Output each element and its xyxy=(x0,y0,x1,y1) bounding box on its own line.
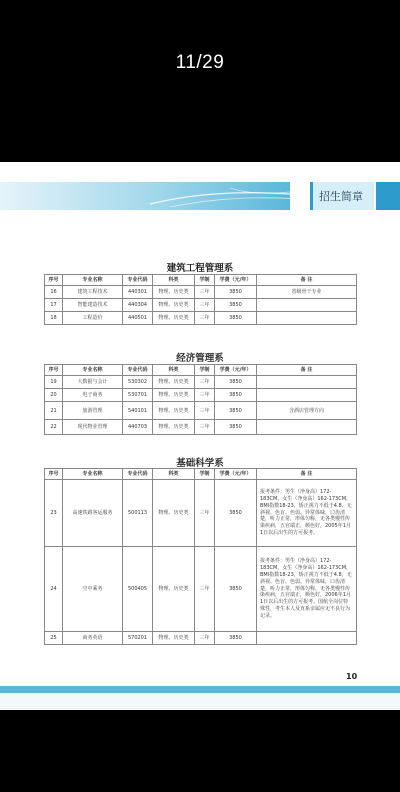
footer-bar xyxy=(0,686,400,693)
section-title: 经济管理系 xyxy=(176,353,224,364)
cell-no: 24 xyxy=(45,547,63,632)
header-banner xyxy=(0,182,400,210)
cell-name: 商务英语 xyxy=(63,632,123,645)
cell-years: 三年 xyxy=(195,312,215,325)
cell-years: 三年 xyxy=(195,299,215,312)
header-cell: 专业代码 xyxy=(123,275,153,286)
cell-name: 高速铁路客运服务 xyxy=(63,480,123,547)
cell-years: 三年 xyxy=(195,632,215,645)
cell-subject: 物理、历史类 xyxy=(153,376,195,389)
header-cell: 专业名称 xyxy=(63,275,123,286)
cell-code: 570201 xyxy=(123,632,153,645)
cell-fee: 3850 xyxy=(215,547,257,632)
cell-years: 三年 xyxy=(195,480,215,547)
banner-tab xyxy=(376,182,400,210)
cell-years: 三年 xyxy=(195,420,215,435)
cell-name: 旅游管理 xyxy=(63,402,123,420)
cell-fee: 3850 xyxy=(215,420,257,435)
cell-note: 报考条件：男生（净身高）172-183CM，女生（净身高）162-173CM，BMI指数18-23，矫正视力不低于4.8，无斜视、色盲、色弱、异常体味，口齿清楚，听力正常，形体匀称，无各类慢性传染疾病，五官端正，颜色好，2005年1月1日以后出生的方可报考。 xyxy=(257,480,357,547)
section-title: 基础科学系 xyxy=(176,458,224,469)
header-cell: 专业代码 xyxy=(123,365,153,376)
cell-no: 19 xyxy=(45,376,63,389)
header-cell: 学费（元/年） xyxy=(215,469,257,480)
header-cell: 学制 xyxy=(195,469,215,480)
cell-code: 530701 xyxy=(123,389,153,402)
header-cell: 科类 xyxy=(153,469,195,480)
table-header-row xyxy=(45,469,357,480)
page-counter: 11/29 xyxy=(175,52,225,73)
cell-code: 440501 xyxy=(123,312,153,325)
cell-name: 智能建造技术 xyxy=(63,299,123,312)
cell-no: 21 xyxy=(45,402,63,420)
cell-subject: 物理、历史类 xyxy=(153,480,195,547)
cell-fee: 3850 xyxy=(215,389,257,402)
banner-wave-decoration xyxy=(0,182,315,210)
cell-years: 三年 xyxy=(195,389,215,402)
cell-subject: 物理、历史类 xyxy=(153,420,195,435)
cell-note xyxy=(257,389,357,402)
cell-no: 25 xyxy=(45,632,63,645)
cell-fee: 3850 xyxy=(215,312,257,325)
cell-no: 23 xyxy=(45,480,63,547)
cell-no: 20 xyxy=(45,389,63,402)
cell-subject: 物理、历史类 xyxy=(153,299,195,312)
cell-name: 建筑工程技术 xyxy=(63,286,123,299)
table-header-row xyxy=(45,365,357,376)
header-cell: 备 注 xyxy=(257,275,357,286)
table-row xyxy=(45,389,357,402)
cell-years: 三年 xyxy=(195,547,215,632)
cell-subject: 物理、历史类 xyxy=(153,389,195,402)
table-row xyxy=(45,402,357,420)
cell-no: 22 xyxy=(45,420,63,435)
header-cell: 专业名称 xyxy=(63,469,123,480)
table-row xyxy=(45,420,357,435)
table-row xyxy=(45,299,357,312)
cell-years: 三年 xyxy=(195,286,215,299)
cell-fee: 3850 xyxy=(215,286,257,299)
cell-no: 17 xyxy=(45,299,63,312)
cell-note xyxy=(257,420,357,435)
cell-subject: 物理、历史类 xyxy=(153,312,195,325)
cell-fee: 3850 xyxy=(215,299,257,312)
header-cell: 科类 xyxy=(153,275,195,286)
table-row xyxy=(45,632,357,645)
banner-title: 招生简章 xyxy=(319,190,363,203)
page-number: 10 xyxy=(346,672,358,681)
cell-subject: 物理、历史类 xyxy=(153,402,195,420)
cell-name: 大数据与会计 xyxy=(63,376,123,389)
cell-fee: 3850 xyxy=(215,376,257,389)
cell-fee: 3850 xyxy=(215,632,257,645)
cell-name: 电子商务 xyxy=(63,389,123,402)
cell-fee: 3850 xyxy=(215,480,257,547)
header-cell: 序号 xyxy=(45,469,63,480)
cell-subject: 物理、历史类 xyxy=(153,632,195,645)
cell-code: 500113 xyxy=(123,480,153,547)
cell-code: 530302 xyxy=(123,376,153,389)
cell-no: 18 xyxy=(45,312,63,325)
table-row xyxy=(45,480,357,547)
cell-note xyxy=(257,376,357,389)
cell-subject: 物理、历史类 xyxy=(153,547,195,632)
cell-name: 现代物业管理 xyxy=(63,420,123,435)
major-table xyxy=(44,274,357,325)
cell-code: 440301 xyxy=(123,286,153,299)
table-row xyxy=(45,547,357,632)
cell-fee: 3850 xyxy=(215,402,257,420)
cell-no: 16 xyxy=(45,286,63,299)
document-page xyxy=(0,162,400,710)
header-cell: 专业代码 xyxy=(123,469,153,480)
cell-code: 440304 xyxy=(123,299,153,312)
banner-title-box xyxy=(310,182,374,210)
cell-note: 报考条件：男生（净身高）172-183CM，女生（净身高）162-173CM，BMI指数18-23，矫正视力不低于4.8，无斜视、色盲、色弱、异常体味，口齿清楚，听力正常，形体匀称，无各类慢性传染疾病，五官端正，颜色好，2006年1月1日以后出生的方可报考。国航全岗位特殊性，考生本人及直系亲属应无不良行为记录。 xyxy=(257,547,357,632)
cell-name: 空中乘务 xyxy=(63,547,123,632)
cell-note: 省级骨干专业 xyxy=(257,286,357,299)
header-cell: 学费（元/年） xyxy=(215,275,257,286)
cell-years: 三年 xyxy=(195,376,215,389)
major-table xyxy=(44,468,357,645)
table-row xyxy=(45,376,357,389)
header-cell: 学制 xyxy=(195,275,215,286)
footer-strip xyxy=(0,693,400,710)
header-cell: 序号 xyxy=(45,365,63,376)
table-header-row xyxy=(45,275,357,286)
header-cell: 学费（元/年） xyxy=(215,365,257,376)
cell-note: 含酒店管理方向 xyxy=(257,402,357,420)
cell-code: 500405 xyxy=(123,547,153,632)
cell-note xyxy=(257,312,357,325)
header-cell: 备 注 xyxy=(257,469,357,480)
cell-code: 540101 xyxy=(123,402,153,420)
section-title: 建筑工程管理系 xyxy=(166,263,234,274)
table-row xyxy=(45,286,357,299)
cell-years: 三年 xyxy=(195,402,215,420)
cell-subject: 物理、历史类 xyxy=(153,286,195,299)
table-row xyxy=(45,312,357,325)
header-cell: 序号 xyxy=(45,275,63,286)
header-cell: 备 注 xyxy=(257,365,357,376)
cell-name: 工程造价 xyxy=(63,312,123,325)
major-table xyxy=(44,364,357,435)
header-cell: 专业名称 xyxy=(63,365,123,376)
cell-code: 440703 xyxy=(123,420,153,435)
cell-note xyxy=(257,299,357,312)
cell-note xyxy=(257,632,357,645)
header-cell: 学制 xyxy=(195,365,215,376)
header-cell: 科类 xyxy=(153,365,195,376)
